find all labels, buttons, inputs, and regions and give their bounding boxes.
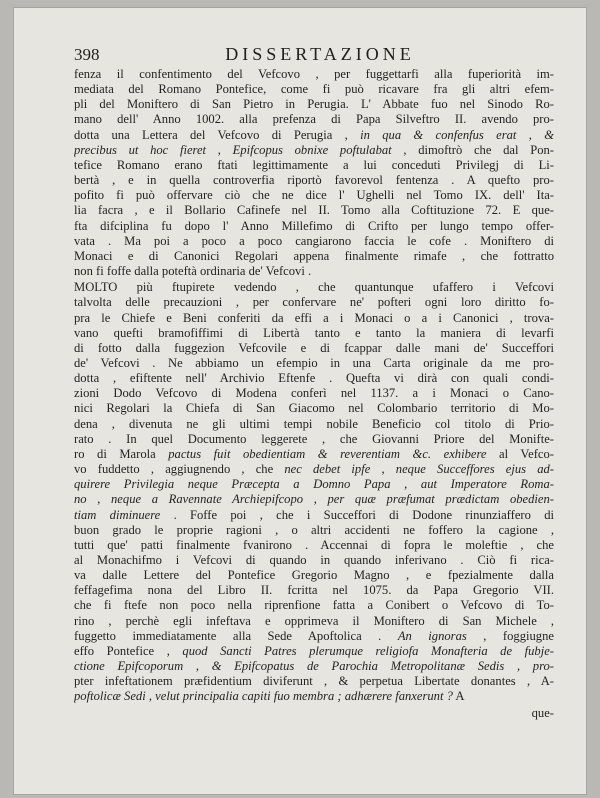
text-line — [74, 644, 554, 659]
text-segment: in qua & confenfus erat , & — [360, 127, 554, 142]
text-segment: MOLTO — [74, 280, 118, 295]
text-segment: fuggetto immediatamente alla Sede Apoftolica . — [74, 628, 398, 643]
text-segment: va dalle Lettere del Pontefice Gregorio Magno , e fpezialmente dalla — [74, 568, 554, 583]
book-page — [14, 8, 586, 794]
paragraph — [74, 280, 554, 704]
text-segment: quod Sancti Patres plerumque religiofa Monafteria de fubje- — [182, 643, 554, 658]
text-line — [74, 553, 554, 568]
text-segment: bertà , e in quella controverfia riportò favorevol fentenza . A quefto pro- — [74, 173, 554, 188]
text-line — [74, 477, 554, 492]
text-segment: dotta , efiftente nell' Archivio Eftenfe . Quefta vi dirà con quali condi- — [74, 371, 554, 386]
text-line — [74, 249, 554, 264]
paragraph — [74, 67, 554, 279]
text-segment: rato . In quel Documento leggerete , che Giovanni Priore del Monifte- — [74, 431, 554, 446]
text-segment: mediata del Romano Pontefice, come fi può ricavare fra gli altri efem- — [74, 82, 554, 97]
text-line — [74, 583, 554, 598]
text-segment: dena , divenuta ne gli ultimi tempi nobile Beneficio col titolo di Prio- — [74, 416, 554, 431]
text-segment: . Foffe poi , che i Succeffori di Dodone rinunziaffero di — [160, 507, 554, 522]
text-line — [74, 234, 554, 249]
text-line — [74, 280, 554, 295]
text-segment: , dimoftrò che dal Pon- — [391, 142, 554, 157]
text-line — [74, 614, 554, 629]
text-line — [74, 508, 554, 523]
text-line — [74, 326, 554, 341]
page-number: 398 — [74, 45, 100, 64]
text-line — [74, 188, 554, 203]
text-line — [74, 492, 554, 507]
text-segment: più ftupirete vedendo , che quantunque ufaffero i Vefcovi — [117, 280, 554, 295]
text-line — [74, 128, 554, 143]
text-segment: no , neque a Ravennate Archiepifcopo , per quæ præfumat prædictam obedien- — [74, 492, 554, 507]
text-line — [74, 82, 554, 97]
text-segment: vata . Ma poi a poco a poco cangiarono faccia le cofe . Moniftero di — [74, 233, 554, 248]
text-segment: pactus fuit obedientiam & reverentiam &c. exhibere — [168, 446, 487, 461]
text-line — [74, 112, 554, 127]
text-line — [74, 432, 554, 447]
text-line — [74, 598, 554, 613]
text-line — [74, 356, 554, 371]
text-segment: dotta una Lettera del Vefcovo di Perugia , — [74, 127, 361, 142]
text-segment: mano dell' Anno 1002. alla prefenza di Papa Silveftro II. avendo pro- — [74, 112, 554, 127]
text-line — [74, 264, 554, 279]
text-segment: pter infeftationem præfidentium diviferunt , & perpetua Libertate donantes , A- — [74, 674, 554, 689]
text-line — [74, 538, 554, 553]
text-segment: vo fuddetto , aggiugnendo , che — [74, 462, 285, 477]
text-segment: nec debet ipfe , neque Succeffores ejus ad- — [284, 462, 554, 477]
text-segment: di fotto dalla fuggezion Vefcovile e di fcappar dalle mani de' Succeffori — [74, 340, 554, 355]
text-segment: quirere Privilegia neque Præcepta a Domno Papa , aut Imperatore Roma- — [74, 477, 554, 492]
text-segment: non fi foffe dalla poteftà ordinaria de' Vefcovi . — [74, 264, 312, 279]
text-line — [74, 659, 554, 674]
text-line — [74, 401, 554, 416]
text-line — [74, 629, 554, 644]
text-line — [74, 386, 554, 401]
text-line — [74, 568, 554, 583]
text-segment: al Vefco- — [486, 446, 554, 461]
text-line — [74, 311, 554, 326]
text-segment: vano quefti bramofiffimi di Libertà tanto e tanto la maniera di levarfi — [74, 325, 554, 340]
text-segment: al Monachifmo i Vefcovi di quando in quando inferivano . Ciò fi rica- — [74, 553, 554, 567]
text-segment: tiam diminuere — [74, 507, 161, 522]
text-segment: pra le Chiefe e Beni conferiti da effi a i Monaci o a i Canonici , trova- — [74, 310, 554, 325]
text-segment: pli del Moniftero di San Pietro in Perugia. L' Abbate fuo nel Sinodo Ro- — [74, 97, 554, 112]
text-segment: nici Regolari la Chiefa di San Giacomo nel Colombario territorio di Mo- — [74, 401, 554, 416]
text-segment: de' Vefcovi . Ne abbiamo un efempio in una Carta originale da me pro- — [74, 355, 554, 370]
text-segment: buon grado le proprie ragioni , o altri accidenti ne foffero la cagione , — [74, 522, 554, 537]
text-line — [74, 462, 554, 477]
text-segment: An ignoras — [397, 628, 467, 643]
body-text — [74, 67, 554, 705]
text-segment: ro di Marola — [74, 446, 169, 461]
text-segment: pofito fi può offervare ciò che ne dice l' Ughelli nel Tomo IX. dell' Ita- — [74, 188, 554, 203]
text-segment: , foggiugne — [466, 628, 554, 643]
text-line — [74, 143, 554, 158]
text-segment: lia facra , e il Bollario Cafinefe nel II. Tomo alla Coftituzione 72. E que- — [74, 203, 554, 218]
text-line — [74, 371, 554, 386]
text-segment: zioni Dodo Vefcovo di Modena conferì nel 1137. a i Monaci o Cano- — [74, 386, 554, 401]
text-segment: tefice Romano erano ftati legittimamente a lui conceduti Privilegj di Li- — [74, 157, 554, 172]
text-line — [74, 97, 554, 112]
running-title: DISSERTAZIONE — [225, 44, 415, 64]
text-segment: feffagefima nona del Libro II. fcritta nel 1075. da Papa Gregorio VII. — [74, 583, 554, 598]
text-line — [74, 447, 554, 462]
page-content — [74, 44, 554, 721]
text-line — [74, 67, 554, 82]
text-segment: A — [452, 689, 465, 704]
text-segment: tutti que' patti finalmente fvanirono . Accennai di fopra le moleftie , che — [74, 537, 554, 552]
text-line — [74, 417, 554, 432]
text-line — [74, 689, 554, 704]
text-line — [74, 295, 554, 310]
text-line — [74, 219, 554, 234]
page-header — [74, 44, 554, 65]
text-segment: fenza il confentimento del Vefcovo , per fuggettarfi alla fuperiorità im- — [74, 67, 554, 81]
text-segment: Monaci e di Canonici Regolari appena finalmente rimafe , che fottratto — [74, 248, 554, 263]
text-line — [74, 523, 554, 538]
text-line — [74, 158, 554, 173]
text-line — [74, 674, 554, 689]
text-segment: poftolicæ Sedi , velut principalia capiti fuo membra ; adhærere fanxerunt ? — [74, 689, 453, 704]
text-segment: fta difciplina fu dopo l' Anno Millefimo di Crifto per lungo tempo offer- — [74, 218, 554, 233]
text-segment: talvolta delle precauzioni , per confervare ne' pofteri ogni loro diritto fo- — [74, 295, 554, 310]
catchword: que- — [531, 705, 554, 720]
text-line — [74, 173, 554, 188]
text-segment: che fi ftefe non poco nella riprenfione fatta a Conibert o Vefcovo di To- — [74, 598, 554, 613]
text-line — [74, 203, 554, 218]
text-line — [74, 341, 554, 356]
text-segment: precibus ut hoc fieret , Epifcopus obnixe poftulabat — [74, 142, 392, 157]
text-segment: effo Pontefice , — [74, 643, 183, 658]
text-segment: rino , perchè egli infeftava e opprimeva il Moniftero di San Michele , — [74, 613, 554, 628]
text-segment: ctione Epifcoporum , & Epifcopatus de Parochia Metropolitanæ Sedis , pro- — [74, 659, 554, 674]
